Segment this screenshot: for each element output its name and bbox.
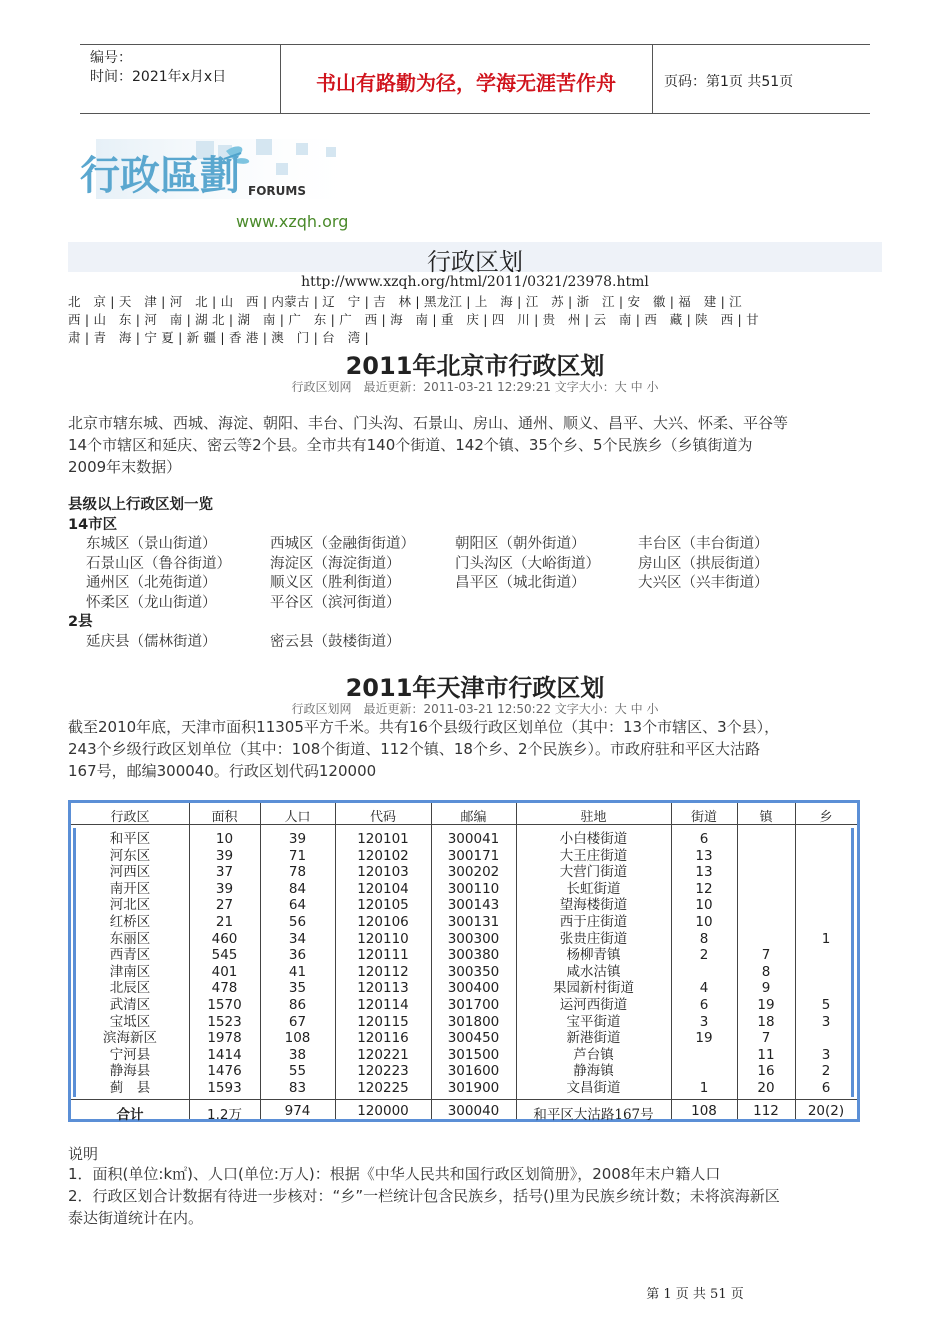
table-cell: 120106 bbox=[357, 914, 409, 930]
table-cell: 120103 bbox=[357, 864, 409, 881]
table-accent bbox=[73, 828, 76, 1097]
note-line: 2．行政区划合计数据有待进一步核对：“乡”一栏统计包含民族乡，括号()里为民族乡统计数；未将滨海新区 bbox=[68, 1187, 780, 1205]
district-item: 门头沟区（大峪街道） bbox=[455, 556, 600, 572]
table-cell: 东丽区 bbox=[109, 930, 151, 947]
header-info bbox=[90, 49, 226, 87]
table-cell: 北辰区 bbox=[109, 980, 151, 997]
district-item: 丰台区（丰台街道） bbox=[638, 536, 769, 552]
table-cell: 张贵庄街道 bbox=[559, 930, 628, 947]
column-header: 人口 bbox=[284, 810, 311, 825]
table-cell: 300041 bbox=[447, 831, 500, 847]
table-cell: 1978 bbox=[207, 1030, 242, 1047]
table-cell: 1414 bbox=[207, 1046, 242, 1063]
table-cell: 67 bbox=[288, 1013, 307, 1030]
table-cell: 蓟 县 bbox=[109, 1080, 151, 1096]
table-cell: 杨柳青镇 bbox=[566, 947, 621, 964]
notes-title: 说明 bbox=[68, 1145, 99, 1163]
beijing-para-line: 北京市辖东城、西城、海淀、朝阳、丰台、门头沟、石景山、房山、通州、顺义、昌平、大兴、怀柔、平谷等 bbox=[68, 414, 789, 432]
district-item: 朝阳区（朝外街道） bbox=[455, 536, 586, 552]
date-label: 时间：2021年x月x日 bbox=[90, 69, 227, 85]
table-cell: 300400 bbox=[447, 980, 500, 997]
table-cell: 4 bbox=[699, 980, 709, 997]
table-cell: 1 bbox=[821, 930, 831, 947]
table-cell: 宁河县 bbox=[109, 1046, 151, 1063]
table-cell: 文昌街道 bbox=[566, 1080, 621, 1096]
table-cell: 宝平街道 bbox=[566, 1013, 621, 1030]
table-cell: 河北区 bbox=[109, 897, 151, 914]
table-cell: 16 bbox=[757, 1063, 775, 1080]
table-cell: 3 bbox=[699, 1013, 709, 1030]
table-cell: 300202 bbox=[447, 864, 500, 881]
table-cell: 120101 bbox=[357, 831, 409, 847]
group-heading: 2县 bbox=[68, 614, 93, 630]
column-header: 代码 bbox=[369, 810, 396, 825]
table-cell: 78 bbox=[288, 864, 307, 881]
table-cell: 37 bbox=[215, 864, 234, 881]
logo-graphic bbox=[76, 133, 366, 235]
column-header: 街道 bbox=[690, 810, 717, 825]
table-cell: 120102 bbox=[357, 847, 409, 864]
table-cell: 301700 bbox=[447, 997, 500, 1013]
table-cell: 8 bbox=[761, 963, 771, 980]
column-header: 行政区 bbox=[110, 810, 150, 825]
table-cell: 120116 bbox=[357, 1030, 409, 1047]
table-cell: 河西区 bbox=[109, 864, 151, 881]
page-title: 行政区划 bbox=[427, 248, 523, 276]
table-cell: 长虹街道 bbox=[566, 880, 621, 897]
table-cell: 20 bbox=[757, 1080, 775, 1096]
table-cell: 120115 bbox=[357, 1013, 409, 1030]
table-cell: 301500 bbox=[447, 1046, 500, 1063]
province-nav[interactable]: 北 京 | 天 津 | 河 北 | 山 西 | 内蒙古 | 辽 宁 | 吉 林 | 黑龙江 | 上 海 | 江 苏 | 浙 江 | 安 徽 | 福 建 | 江 bbox=[68, 294, 742, 309]
group-heading: 14市区 bbox=[68, 517, 118, 533]
table-cell: 望海楼街道 bbox=[559, 897, 628, 914]
column-header: 镇 bbox=[759, 810, 773, 825]
column-header: 乡 bbox=[819, 810, 833, 825]
table-cell: 10 bbox=[215, 831, 234, 847]
table-cell: 34 bbox=[288, 930, 307, 947]
table-cell: 静海镇 bbox=[573, 1063, 614, 1080]
table-cell: 1570 bbox=[207, 997, 242, 1013]
table-cell: 6 bbox=[699, 831, 709, 847]
table-cell: 35 bbox=[288, 980, 307, 997]
table-cell: 2 bbox=[821, 1063, 831, 1080]
table-cell: 301900 bbox=[447, 1080, 500, 1096]
district-item: 通州区（北苑街道） bbox=[86, 575, 217, 591]
table-cell: 300110 bbox=[447, 880, 500, 897]
table-cell: 55 bbox=[288, 1063, 307, 1080]
table-cell: 红桥区 bbox=[109, 914, 151, 930]
table-cell: 13 bbox=[695, 864, 713, 881]
table-cell: 460 bbox=[211, 930, 238, 947]
note-line: 泰达街道统计在内。 bbox=[68, 1209, 204, 1227]
total-cell: 120000 bbox=[357, 1103, 409, 1119]
table-cell: 果园新村街道 bbox=[553, 980, 634, 997]
table-cell: 19 bbox=[695, 1030, 713, 1047]
table-cell: 84 bbox=[288, 880, 307, 897]
table-cell: 宝坻区 bbox=[109, 1013, 151, 1030]
table-cell: 86 bbox=[288, 997, 307, 1013]
table-cell: 36 bbox=[288, 947, 307, 964]
district-item: 海淀区（海淀街道） bbox=[270, 556, 401, 572]
tianjin-title: 2011年天津市行政区划 bbox=[345, 674, 605, 702]
tianjin-para-line: 243个乡级行政区划单位（其中：108个街道、112个镇、18个乡、2个民族乡）。市政府驻和平区大沽路 bbox=[68, 740, 761, 758]
table-cell: 108 bbox=[284, 1030, 311, 1047]
table-cell: 静海县 bbox=[109, 1063, 151, 1080]
table-cell: 300300 bbox=[447, 930, 500, 947]
total-cell: 1.2万 bbox=[207, 1107, 242, 1123]
table-cell: 120223 bbox=[357, 1063, 409, 1080]
table-cell: 300450 bbox=[447, 1030, 500, 1047]
table-cell: 18 bbox=[757, 1013, 775, 1030]
table-cell: 西于庄街道 bbox=[559, 914, 628, 930]
table-cell: 小白楼街道 bbox=[559, 831, 628, 847]
column-header: 邮编 bbox=[460, 810, 487, 825]
table-cell: 1593 bbox=[207, 1080, 242, 1096]
table-cell: 71 bbox=[288, 847, 307, 864]
beijing-title: 2011年北京市行政区划 bbox=[345, 352, 605, 380]
table-cell: 滨海新区 bbox=[103, 1030, 157, 1047]
header-band bbox=[80, 44, 870, 114]
beijing-meta: 行政区划网 最近更新：2011-03-21 12:29:21 文字大小：大 中 小 bbox=[291, 380, 659, 394]
page-url[interactable]: http://www.xzqh.org/html/2011/0321/23978.html bbox=[301, 274, 649, 290]
table-cell: 1523 bbox=[207, 1013, 242, 1030]
district-item: 怀柔区（龙山街道） bbox=[86, 595, 217, 611]
header-divider bbox=[652, 45, 653, 113]
table-cell: 478 bbox=[211, 980, 238, 997]
table-cell: 3 bbox=[821, 1013, 831, 1030]
table-cell: 39 bbox=[288, 831, 307, 847]
district-item: 西城区（金融街街道） bbox=[270, 536, 415, 552]
page-footer: 第 1 页 共 51 页 bbox=[646, 1287, 744, 1302]
table-cell: 咸水沽镇 bbox=[566, 963, 621, 980]
table-cell: 300131 bbox=[447, 914, 500, 930]
table-cell: 南开区 bbox=[109, 880, 151, 897]
district-item: 平谷区（滨河街道） bbox=[270, 595, 401, 611]
district-item: 顺义区（胜利街道） bbox=[270, 575, 401, 591]
logo-text: 行政區劃 bbox=[80, 153, 240, 199]
table-cell: 大王庄街道 bbox=[559, 847, 628, 864]
district-item: 昌平区（城北街道） bbox=[455, 575, 586, 591]
table-cell: 120114 bbox=[357, 997, 409, 1013]
table-cell: 41 bbox=[288, 963, 307, 980]
table-cell: 9 bbox=[761, 980, 771, 997]
table-cell: 300171 bbox=[447, 847, 500, 864]
total-cell: 974 bbox=[284, 1103, 311, 1119]
table-cell: 津南区 bbox=[109, 963, 151, 980]
table-cell: 545 bbox=[211, 947, 238, 964]
table-cell: 300143 bbox=[447, 897, 500, 914]
table-cell: 64 bbox=[288, 897, 307, 914]
table-cell: 301800 bbox=[447, 1013, 500, 1030]
table-cell: 120111 bbox=[357, 947, 409, 964]
district-item: 房山区（拱辰街道） bbox=[638, 556, 769, 572]
table-cell: 5 bbox=[821, 997, 831, 1013]
table-cell: 11 bbox=[757, 1046, 775, 1063]
total-cell: 合计 bbox=[116, 1107, 144, 1123]
table-cell: 401 bbox=[211, 963, 238, 980]
note-line: 1．面积(单位:k㎡)、人口(单位:万人)：根据《中华人民共和国行政区划简册》，2008年末户籍人口 bbox=[68, 1165, 721, 1183]
table-cell: 19 bbox=[757, 997, 775, 1013]
beijing-para-line: 2009年末数据） bbox=[68, 458, 182, 476]
table-cell: 300350 bbox=[447, 963, 500, 980]
county-item: 密云县（鼓楼街道） bbox=[270, 634, 401, 650]
table-cell: 7 bbox=[761, 947, 771, 964]
province-nav[interactable]: 肃 | 青 海 | 宁 夏 | 新 疆 | 香 港 | 澳 门 | 台 湾 | bbox=[68, 330, 369, 345]
table-cell: 21 bbox=[215, 914, 234, 930]
table-cell: 武清区 bbox=[109, 997, 151, 1013]
table-cell: 河东区 bbox=[109, 847, 151, 864]
tianjin-para-line: 167号，邮编300040。行政区划代码120000 bbox=[68, 762, 377, 780]
table-cell: 301600 bbox=[447, 1063, 500, 1080]
table-cell: 10 bbox=[695, 897, 713, 914]
table-cell: 27 bbox=[215, 897, 234, 914]
table-cell: 120225 bbox=[357, 1080, 409, 1096]
total-cell: 112 bbox=[753, 1103, 779, 1119]
total-cell: 108 bbox=[691, 1103, 717, 1119]
table-cell: 芦台镇 bbox=[573, 1046, 614, 1063]
table-cell: 56 bbox=[288, 914, 307, 930]
table-accent bbox=[851, 828, 854, 1097]
tianjin-table bbox=[68, 800, 860, 1122]
district-item: 东城区（景山街道） bbox=[86, 536, 217, 552]
table-cell: 39 bbox=[215, 847, 234, 864]
table-cell: 120105 bbox=[357, 897, 409, 914]
table-cell: 运河西街道 bbox=[559, 997, 628, 1013]
province-nav[interactable]: 西 | 山 东 | 河 南 | 湖 北 | 湖 南 | 广 东 | 广 西 | 海 南 | 重 庆 | 四 川 | 贵 州 | 云 南 | 西 藏 | 陕 西 | 甘 bbox=[68, 312, 759, 327]
total-cell: 20(2) bbox=[807, 1103, 845, 1119]
logo-forums: FORUMS bbox=[248, 184, 306, 198]
column-header: 面积 bbox=[211, 810, 238, 825]
number-label: 编号： bbox=[90, 50, 132, 66]
column-header: 驻地 bbox=[580, 810, 607, 825]
page-indicator: 页码：第1页 共51页 bbox=[664, 74, 794, 90]
table-cell: 1476 bbox=[207, 1063, 242, 1080]
district-item: 大兴区（兴丰街道） bbox=[638, 575, 769, 591]
table-cell: 120110 bbox=[357, 930, 409, 947]
county-item: 延庆县（儒林街道） bbox=[86, 634, 217, 650]
table-cell: 8 bbox=[699, 930, 709, 947]
table-cell: 120104 bbox=[357, 880, 409, 897]
table-cell: 300380 bbox=[447, 947, 500, 964]
slogan: 书山有路勤为径，学海无涯苦作舟 bbox=[316, 71, 616, 95]
tianjin-para-line: 截至2010年底，天津市面积11305平方千米。共有16个县级行政区划单位（其中：13个市辖区、3个县）， bbox=[68, 718, 780, 736]
table-cell: 6 bbox=[699, 997, 709, 1013]
table-cell: 6 bbox=[821, 1080, 831, 1096]
table-cell: 3 bbox=[821, 1046, 831, 1063]
table-cell: 1 bbox=[699, 1080, 709, 1096]
logo-url: www.xzqh.org bbox=[236, 212, 349, 231]
table-cell: 120113 bbox=[357, 980, 409, 997]
table-cell: 13 bbox=[695, 847, 713, 864]
total-cell: 300040 bbox=[447, 1103, 500, 1119]
table-cell: 7 bbox=[761, 1030, 771, 1047]
table-cell: 120112 bbox=[357, 963, 409, 980]
table-cell: 西青区 bbox=[109, 947, 151, 964]
table-cell: 120221 bbox=[357, 1046, 409, 1063]
total-cell: 和平区大沽路167号 bbox=[533, 1107, 654, 1123]
beijing-para-line: 14个市辖区和延庆、密云等2个县。全市共有140个街道、142个镇、35个乡、5个民族乡（乡镇街道为 bbox=[68, 436, 753, 454]
table-cell: 10 bbox=[695, 914, 713, 930]
table-cell: 新港街道 bbox=[566, 1030, 621, 1047]
table-cell: 2 bbox=[699, 947, 709, 964]
table-cell: 和平区 bbox=[109, 831, 151, 847]
table-cell: 83 bbox=[288, 1080, 307, 1096]
district-item: 石景山区（鲁谷街道） bbox=[86, 556, 231, 572]
table-cell: 大营门街道 bbox=[559, 864, 628, 881]
site-logo[interactable] bbox=[76, 133, 366, 235]
table-cell: 39 bbox=[215, 880, 234, 897]
table-cell: 38 bbox=[288, 1046, 307, 1063]
tianjin-meta: 行政区划网 最近更新：2011-03-21 12:50:22 文字大小：大 中 小 bbox=[291, 702, 659, 716]
section-title: 县级以上行政区划一览 bbox=[68, 497, 213, 513]
table-cell: 12 bbox=[695, 880, 713, 897]
